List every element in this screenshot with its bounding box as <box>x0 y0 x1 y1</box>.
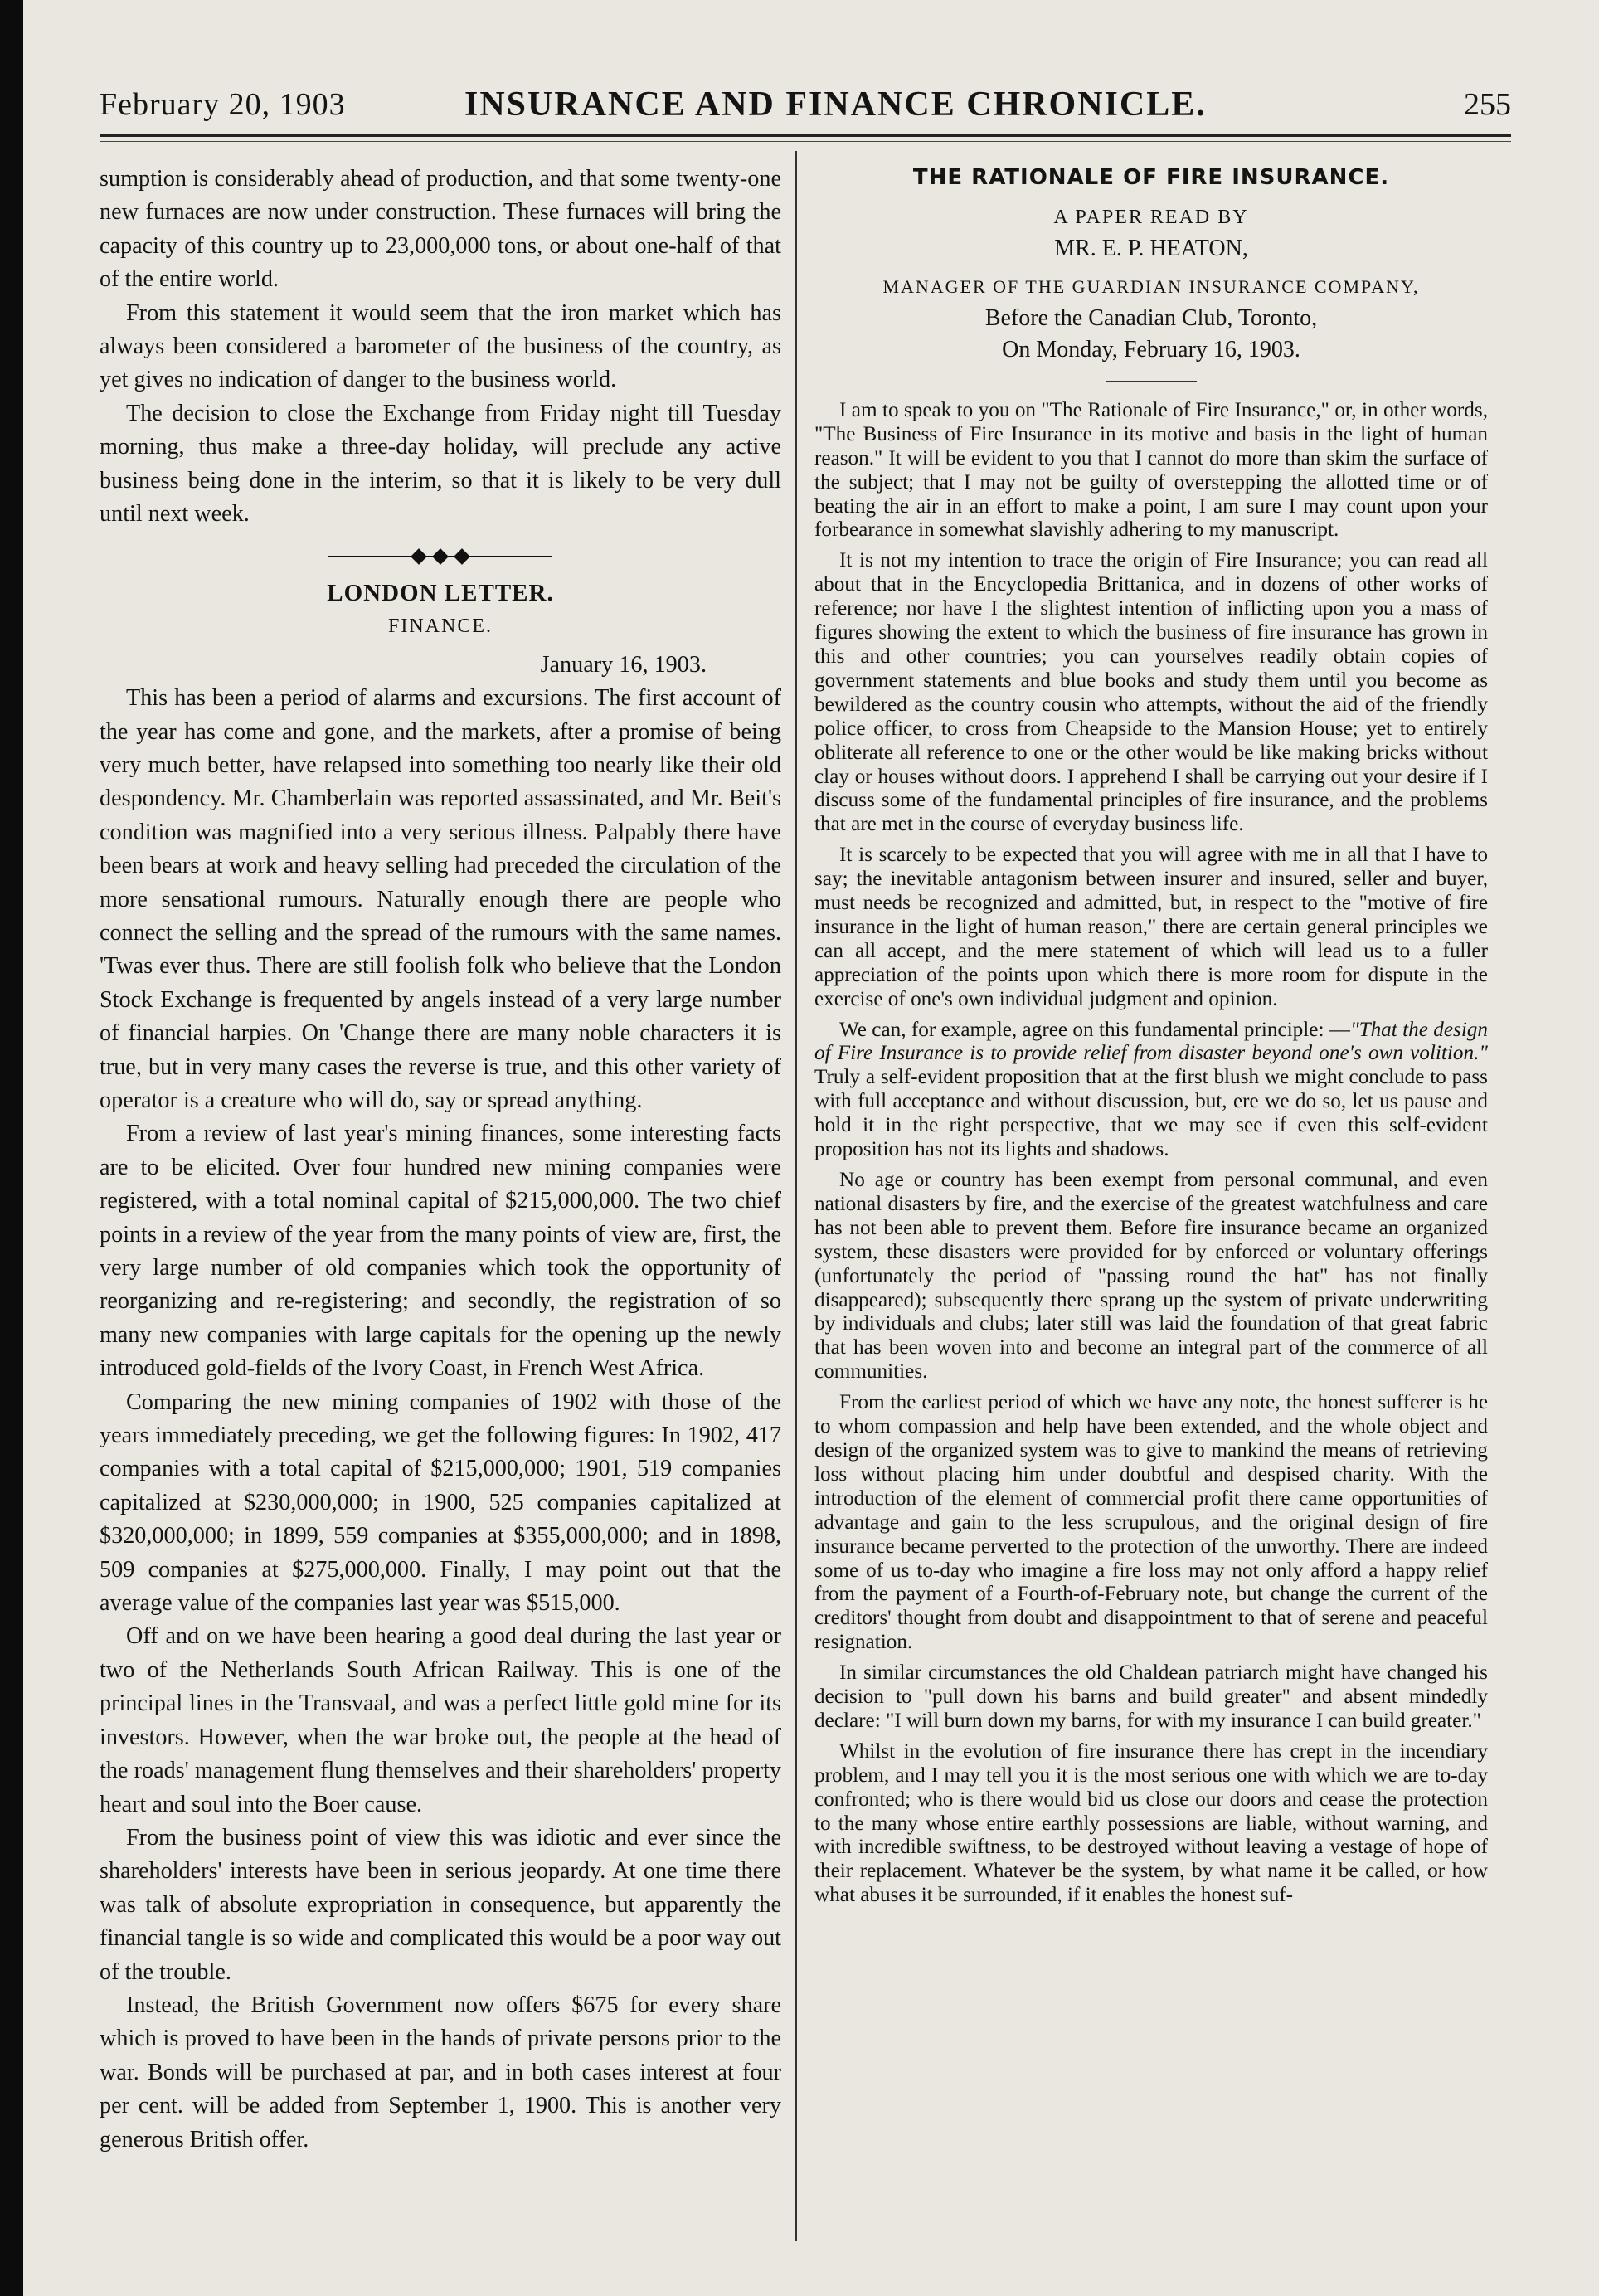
paragraph: The decision to close the Exchange from Friday night till Tuesday morning, thus make a three-day holiday, will preclude any active business being done in the interim, so that it is likely to be very dull until next week. <box>100 400 781 528</box>
header-rule <box>100 134 1511 137</box>
paragraph: From this statement it would seem that the iron market which has always been considered a barometer of the business of the country, as yet gives no indication of danger to the business world. <box>100 299 781 393</box>
paragraph: From the business point of view this was idiotic and ever since the shareholders' interests have been in serious jeopardy. At one time there was talk of absolute expropriation in consequence, but apparently the financial tangle is so wide and complicated this would be a poor way out of the trouble. <box>100 1824 781 1985</box>
paragraph: Instead, the British Government now offers $675 for every share which is proved to have been in the hands of private persons prior to the war. Bonds will be purchased at par, and in both cases interest at four per cent. will be added from September 1, 1900. This is another very generous British offer. <box>100 1992 781 2152</box>
paragraph: From a review of last year's mining finances, some interesting facts are to be elicited. Over four hundred new mining companies were registered, with a total nominal capital of $215,000,000. The two chief points in a review of the year from the many points of view are, first, the very large number of old companies which took the opportunity of reorganizing and re-registering; and secondly, the registration of so many new companies with large capitals for the opening up the newly introduced gold-fields of the Ivory Coast, in French West Africa. <box>100 1121 781 1382</box>
paragraph: In similar circumstances the old Chaldean patriarch might have changed his decision to "pull down his barns and build greater" and absent mindedly declare: "I will burn down my barns, for with my insurance I can build greater." <box>814 1661 1488 1732</box>
column-divider <box>795 151 797 2241</box>
paragraph: From the earliest period of which we have any note, the honest sufferer is he to whom compassion and help have been extended, and the whole object and design of the organized system was to give to mankind the means of retrieving loss without placing him under doubtful and despised charity. With the introduction of the element of commercial profit there came opportunities of advantage and gain to the less scrupulous, and the original design of fire insurance became perverted to the protection of the unworthy. There are indeed some of us to-day who imagine a fire loss may not only afford a happy relief from the payment of a Fourth-of-February note, but change the current of the creditors' thought from doubt and disappointment to that of serene and peaceful resignation. <box>814 1391 1488 1654</box>
paragraph: No age or country has been exempt from personal communal, and even national disasters by fire, and the exercise of the greatest watchfulness and care has not been able to prevent them. Before fire insurance became an organized system, these disasters were provided for by enforced or voluntary offerings (unfortunately the period of "passing round the hat" has not finally disappeared); subsequently there sprang up the system of private underwriting by individuals and clubs; later still was laid the foundation of that great fabric that has been woven into and become an integral part of the commerce of all communities. <box>814 1169 1488 1384</box>
event-date: On Monday, February 16, 1903. <box>1002 336 1300 362</box>
paragraph: Whilst in the evolution of fire insurance there has crept in the incendiary problem, and I may tell you it is the most serious one with which we are to-day confronted; who is there would bid us close our doors and cease the protection to the many whose entire earthly possessions are liable, without warning, and with incredible swiftness, to be destroyed without leaving a vestage of hope of their replacement. Whatever be the system, by what name it be called, or how what abuses it be surrounded, if it enables the honest suf- <box>814 1739 1488 1907</box>
principle-quote: "That the design of Fire Insurance is to provide relief from disaster beyond one's own volition." <box>814 1018 1488 1065</box>
principle-rest: Truly a self-evident proposition that at the first blush we might conclude to pass with full acceptance and without discussion, but, ere we do so, let us pause and hold it in the right perspective, that we may see if even this self-evident proposition has not its lights and shadows. <box>814 1066 1488 1161</box>
header-title: INSURANCE AND FINANCE CHRONICLE. <box>464 85 1207 124</box>
venue: Before the Canadian Club, Toronto, <box>984 304 1318 331</box>
paragraph: sumption is considerably ahead of production, and that some twenty-one new furnaces are now under construction. These furnaces will bring the capacity of this country up to 23,000,000 tons, or about one-half of that of the entire world. <box>100 166 781 293</box>
header-rule-thin <box>100 141 1511 142</box>
paragraph: Comparing the new mining companies of 1902 with those of the years immediately preceding, we get the following figures: In 1902, 417 companies with a total capital of $215,000,000; 1901, 519 companies capitalized at $230,000,000; in 1900, 525 companies capitalized at $320,000,000; in 1899, 559 companies at $355,000,000; and in 1898, 509 companies at $275,000,000. Finally, I may point out that the average value of the companies last year was $515,000. <box>100 1389 781 1617</box>
letter-date: January 16, 1903. <box>540 651 707 678</box>
section-subheading: FINANCE. <box>387 615 493 638</box>
section-ornament <box>100 539 781 572</box>
byline: A PAPER READ BY <box>1053 206 1249 228</box>
article-title: THE RATIONALE OF FIRE INSURANCE. <box>912 165 1390 190</box>
section-heading: LONDON LETTER. <box>327 579 554 606</box>
paragraph: I am to speak to you on "The Rationale of Fire Insurance," or, in other words, "The Business of Fire Insurance in its motive and basis in the light of human reason." It will be evident to you that I cannot do more than skim the surface of the subject; that I may not be guilty of overstepping the allotted time or of beating the air in an effort to make a point, I am sure I may count upon your forbearance in somewhat slavishly adhering to my manuscript. <box>814 398 1488 542</box>
title-rule <box>1106 381 1197 382</box>
paragraph <box>814 1019 1488 1162</box>
paragraph: It is scarcely to be expected that you will agree with me in all that I have to say; the inevitable antagonism between insurer and insured, seller and buyer, must needs be recognized and admitted, but, in respect to the "motive of fire insurance in the light of human reason," there are certain general principles we can all accept, and the mere statement of which will lead us to a fuller appreciation of the points upon which there is more room for dispute in the exercise of one's own individual judgment and opinion. <box>814 844 1488 1010</box>
right-column <box>814 163 1488 2253</box>
paragraph: This has been a period of alarms and excursions. The first account of the year has come and gone, and the markets, after a promise of being very much better, have relapsed into something too nearly like their old despondency. Mr. Chamberlain was reported assassinated, and Mr. Beit's condition was magnified into a very serious illness. Palpably there have been bears at work and heavy selling had preceded the circulation of the more sensational rumours. Naturally enough there are people who connect the selling and the spread of the rumours with the same names. 'Twas ever thus. There are still foolish folk who believe that the London Stock Exchange is frequented by angels instead of a very large number of financial harpies. On 'Change there are many noble characters it is true, but in very many cases the reverse is true, and this other variety of operator is a creature who will do, say or spread anything. <box>100 685 781 1113</box>
header-date: February 20, 1903 <box>100 87 346 122</box>
page-header <box>100 81 1511 131</box>
principle-lead: We can, for example, agree on this fundamental principle: — <box>839 1018 1350 1041</box>
paragraph: It is not my intention to trace the origin of Fire Insurance; you can read all about that in the Encyclopedia Brittanica, and in dozens of other works of reference; nor have I the slightest intention of inflicting upon you a mass of figures showing the extent to which the business of fire insurance has grown in this and other countries; you can yourselves readily obtain copies of government statements and blue books and study them until you become as bewildered as the country cousin who attempts, without the aid of the friendly police officer, to cross from Cheapside to the Mansion House; yet to entirely obliterate all reference to one or the other would be like making bricks without clay or houses without doors. I apprehend I shall be carrying out your desire if I discuss some of the fundamental principles of fire insurance, and the problems that are met in the course of everyday business life. <box>814 549 1488 836</box>
left-column <box>100 163 781 2253</box>
author-name: MR. E. P. HEATON, <box>1054 235 1248 261</box>
paragraph: Off and on we have been hearing a good deal during the last year or two of the Netherlands South African Railway. This is one of the principal lines in the Transvaal, and was a perfect little gold mine for its investors. However, when the war broke out, the people at the head of the roads' management flung themselves and their shareholders' property heart and soul into the Boer cause. <box>100 1623 781 1817</box>
author-title: MANAGER OF THE GUARDIAN INSURANCE COMPANY, <box>882 275 1420 297</box>
page-number: 255 <box>1464 87 1511 122</box>
